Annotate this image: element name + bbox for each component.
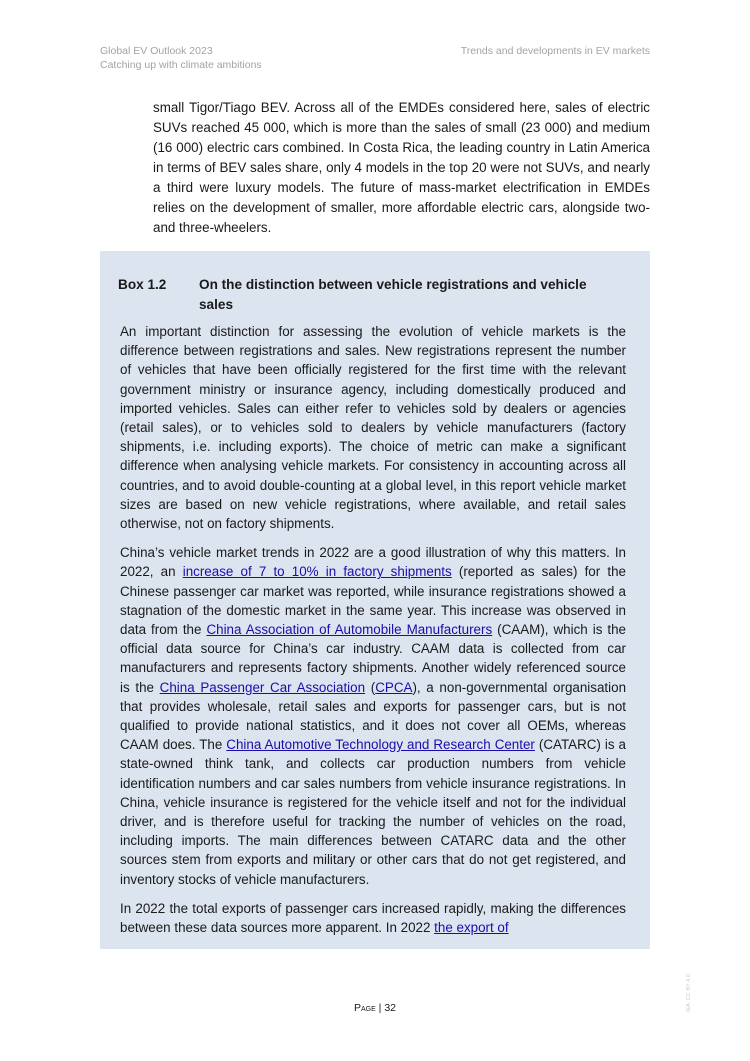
link-caam[interactable]: China Association of Automobile Manufacturers — [206, 622, 493, 638]
page-label: Page — [353, 1002, 376, 1014]
page-separator: | — [375, 1002, 385, 1014]
link-cpca[interactable]: CPCA — [375, 679, 413, 695]
text-run: (CAAM), which is the official data source for China’s car industry. CAAM data is collected from car manufacturers and represents factory shipments. Another widely referenced source is the — [120, 622, 626, 695]
text-run: (CATARC) is a state-owned think tank, and collects car production numbers from vehicle identification numbers and car sales numbers from vehicle insurance registrations. In China, vehicle insurance is registered for the vehicle itself and not for the individual driver, and is therefore useful for tracking the number of vehicles on the road, including imports. The main differences between CATARC data and the other sources stem from exports and military or other cars that do not get registered, and inventory stocks of vehicle manufacturers. — [120, 737, 626, 887]
box-title: On the distinction between vehicle registrations and vehicle sales — [199, 277, 587, 312]
text-run: China’s vehicle market trends in 2022 are a good illustration of why this matters. In 2022, an — [120, 545, 626, 580]
page-number: 32 — [384, 1002, 397, 1014]
box-paragraph-3 — [120, 899, 626, 937]
link-cpca-association[interactable]: China Passenger Car Association — [159, 679, 366, 695]
text-run: ), a non-governmental organisation that provides wholesale, retail sales and exports for passenger cars, but is not qualified to provide national statistics, and it does not cover all OEMs, whereas CAAM does. The — [120, 679, 627, 753]
license-note: IEA. CC BY 4.0. — [686, 972, 692, 1012]
intro-paragraph: small Tigor/Tiago BEV. Across all of the EMDEs considered here, sales of electric SUVs reached 45 000, which is more than the sales of small (23 000) and medium (16 000) electric cars combined. In Costa Rica, the leading country in Latin America in terms of BEV sales share, only 4 models in the top 20 were not SUVs, and nearly a third were luxury models. The future of mass-market electrification in EMDEs relies on the development of smaller, more affordable electric cars, alongside two- and three-wheelers. — [153, 100, 650, 235]
text-run: (reported as sales) for the Chinese passenger car market was reported, while insurance registrations showed a stagnation of the domestic market in the same year. This increase was observed in data from the — [120, 564, 626, 638]
running-header-left — [100, 44, 262, 72]
report-title: Global EV Outlook 2023 — [100, 45, 213, 57]
running-header-right: Trends and developments in EV markets — [460, 45, 650, 57]
box-paragraph-2 — [120, 543, 626, 889]
link-export-of[interactable]: the export of — [434, 920, 509, 936]
link-catarc[interactable]: China Automotive Technology and Research Center — [226, 737, 535, 753]
box-1-2 — [100, 251, 650, 949]
box-number: Box 1.2 — [118, 277, 167, 292]
text-run: In 2022 the total exports of passenger cars increased rapidly, making the differences between these data sources more apparent. In 2022 — [120, 900, 626, 936]
box-paragraph-1: An important distinction for assessing the evolution of vehicle markets is the difference between registrations and sales. New registrations represent the number of vehicles that have been officially registered for the first time with the relevant government ministry or insurance agency, including domestically produced and imported vehicles. Sales can either refer to vehicles sold by dealers or agencies (retail sales), or to vehicles sold to dealers by vehicle manufacturers (factory shipments, i.e. including exports). The choice of metric can make a significant difference when analysing vehicle markets. For consistency in accounting across all countries, and to avoid double-counting at a global level, in this report vehicle market sizes are based on new vehicle registrations, where available, and retail sales otherwise, not on factory shipments. — [120, 324, 626, 532]
link-factory-shipments[interactable]: increase of 7 to 10% in factory shipments — [182, 564, 452, 580]
text-run: ( — [365, 679, 376, 695]
box-body — [120, 322, 626, 947]
page-footer — [0, 1002, 750, 1014]
report-subtitle: Catching up with climate ambitions — [100, 59, 262, 71]
